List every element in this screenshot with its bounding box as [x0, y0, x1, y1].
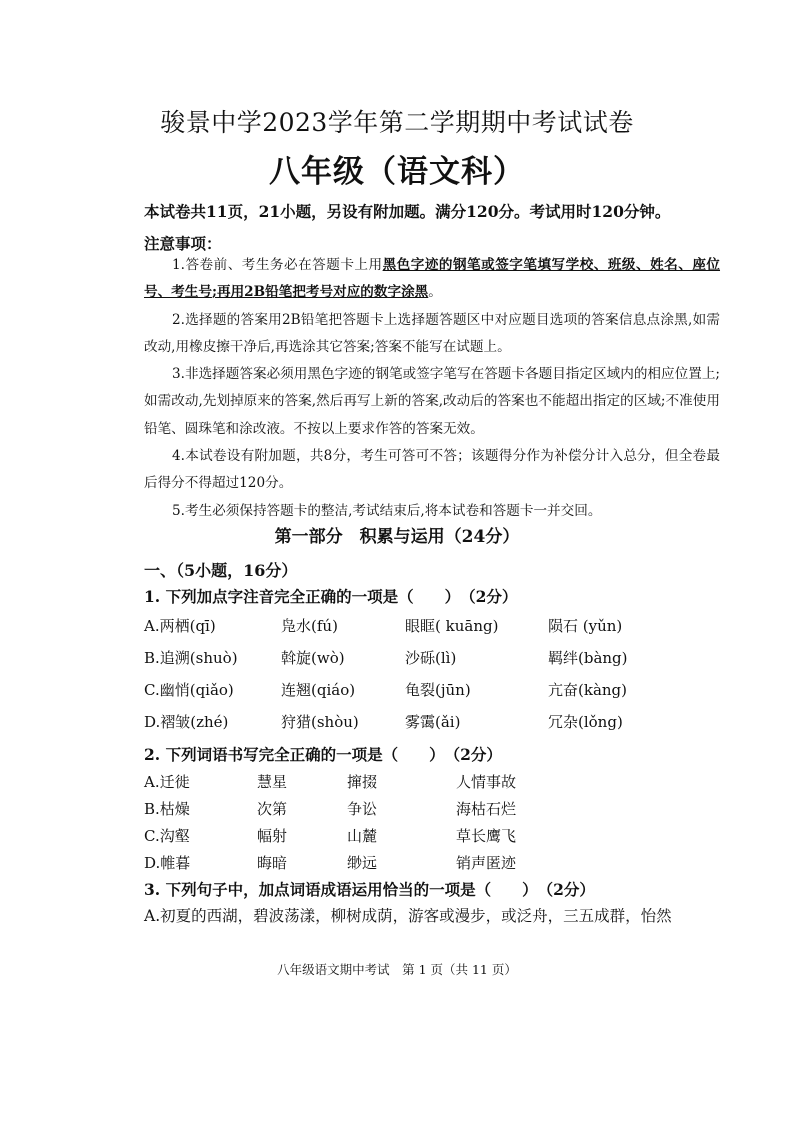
option-cell: 眼眶( kuāng) [405, 617, 499, 635]
question-3-stem: 3. 下列句子中，加点词语成语运用恰当的一项是（ ） （2分） [144, 880, 595, 899]
option-cell: C.幽悄(qiǎo) [144, 681, 234, 699]
option-cell: 连翘(qiáo) [281, 681, 356, 699]
exam-subtitle: 八年级（语文科） [269, 154, 525, 190]
question-2-stem: 2. 下列词语书写完全正确的一项是（ ） （2分） [144, 745, 502, 764]
page-footer: 八年级语文期中考试 第 1 页（共 11 页） [277, 962, 517, 977]
section-heading: 一、（5小题，16分） [144, 561, 298, 580]
option-cell: 沙砾(lì) [405, 649, 457, 667]
option-cell: 人情事故 [456, 773, 517, 791]
option-cell: 山麓 [347, 827, 378, 845]
option-cell: 幅射 [257, 827, 288, 845]
notice-title: 注意事项： [144, 234, 222, 253]
option-cell: 撺掇 [347, 773, 378, 791]
exam-intro: 本试卷共11页，21小题，另设有附加题。满分120分。考试用时120分钟。 [144, 202, 671, 221]
option-cell: 龟裂(jūn) [405, 681, 471, 699]
question-1-stem: 1. 下列加点字注音完全正确的一项是（ ） （2分） [144, 587, 518, 606]
option-cell: A.两栖(qī) [144, 617, 216, 635]
option-cell: 冗杂(lǒng) [548, 713, 623, 731]
exam-title: 骏景中学2023学年第二学期期中考试试卷 [160, 108, 634, 137]
option-cell: 凫水(fú) [281, 617, 338, 635]
option-cell: 草长鹰飞 [456, 827, 517, 845]
option-cell: 慧星 [257, 773, 288, 791]
option-cell: 晦暗 [257, 854, 288, 872]
option-cell: 次第 [257, 800, 288, 818]
option-cell: B.枯燥 [144, 800, 190, 818]
notice-highlight: 黑色字迹的钢笔或签字笔填写学校、班级、姓名、座位号、考生号 [144, 257, 721, 301]
option-cell: 海枯石烂 [456, 800, 517, 818]
option-cell: C.沟壑 [144, 827, 190, 845]
option-cell: 销声匿迹 [456, 854, 517, 872]
option-cell: A.迁徙 [144, 773, 190, 791]
option-cell: 斡旋(wò) [281, 649, 345, 667]
notice-item-5: 5.考生必须保持答题卡的整洁,考试结束后,将本试卷和答题卡一并交回。 [172, 502, 602, 519]
notice-item-1: 1.答卷前、考生务必在答题卡上用黑色字迹的钢笔或签字笔填写学校、班级、姓名、座位号、考生号;再用2B铅笔把考号对应的数字涂黑。 [144, 257, 721, 301]
notice-list [144, 252, 720, 525]
option-cell: 缈远 [347, 854, 378, 872]
notice-highlight: 再用2B铅笔把考号对应的数字涂黑 [217, 284, 429, 301]
option-cell: 争讼 [347, 800, 378, 818]
option-cell: 雾霭(ǎi) [405, 713, 461, 731]
option-cell: 陨石 (yǔn) [548, 617, 623, 635]
option-cell: B.追溯(shuò) [144, 649, 238, 667]
option-cell: D.褶皱(zhé) [144, 713, 229, 731]
option-cell: 狩猎(shòu) [281, 713, 359, 731]
option-cell: D.帷暮 [144, 854, 191, 872]
notice-item-3: 3.非选择题答案必须用黑色字迹的钢笔或签字笔写在答题卡各题目指定区域内的相应位置上;如需改动,先划掉原来的答案,然后再写上新的答案,改动后的答案也不能超出指定的区域;不准使用铅笔、圆珠笔和涂改液。不按以上要求作答的答案无效。 [144, 366, 720, 437]
notice-item-2: 2.选择题的答案用2B铅笔把答题卡上选择题答题区中对应题目选项的答案信息点涂黑,如需改动,用橡皮擦干净后,再选涂其它答案;答案不能写在试题上。 [144, 311, 720, 355]
option-cell: 亢奋(kàng) [548, 681, 627, 699]
option-cell: 羁绊(bàng) [548, 649, 628, 667]
part-title: 第一部分 积累与运用（24分） [274, 527, 520, 547]
notice-item-4: 4.本试卷设有附加题，共8分，考生可答可不答；该题得分作为补偿分计入总分，但全卷最后得分不得超过120分。 [144, 448, 720, 492]
question-3-option-a: A.初夏的西湖，碧波荡漾，柳树成荫，游客或漫步，或泛舟，三五成群，怡然 [144, 907, 672, 925]
